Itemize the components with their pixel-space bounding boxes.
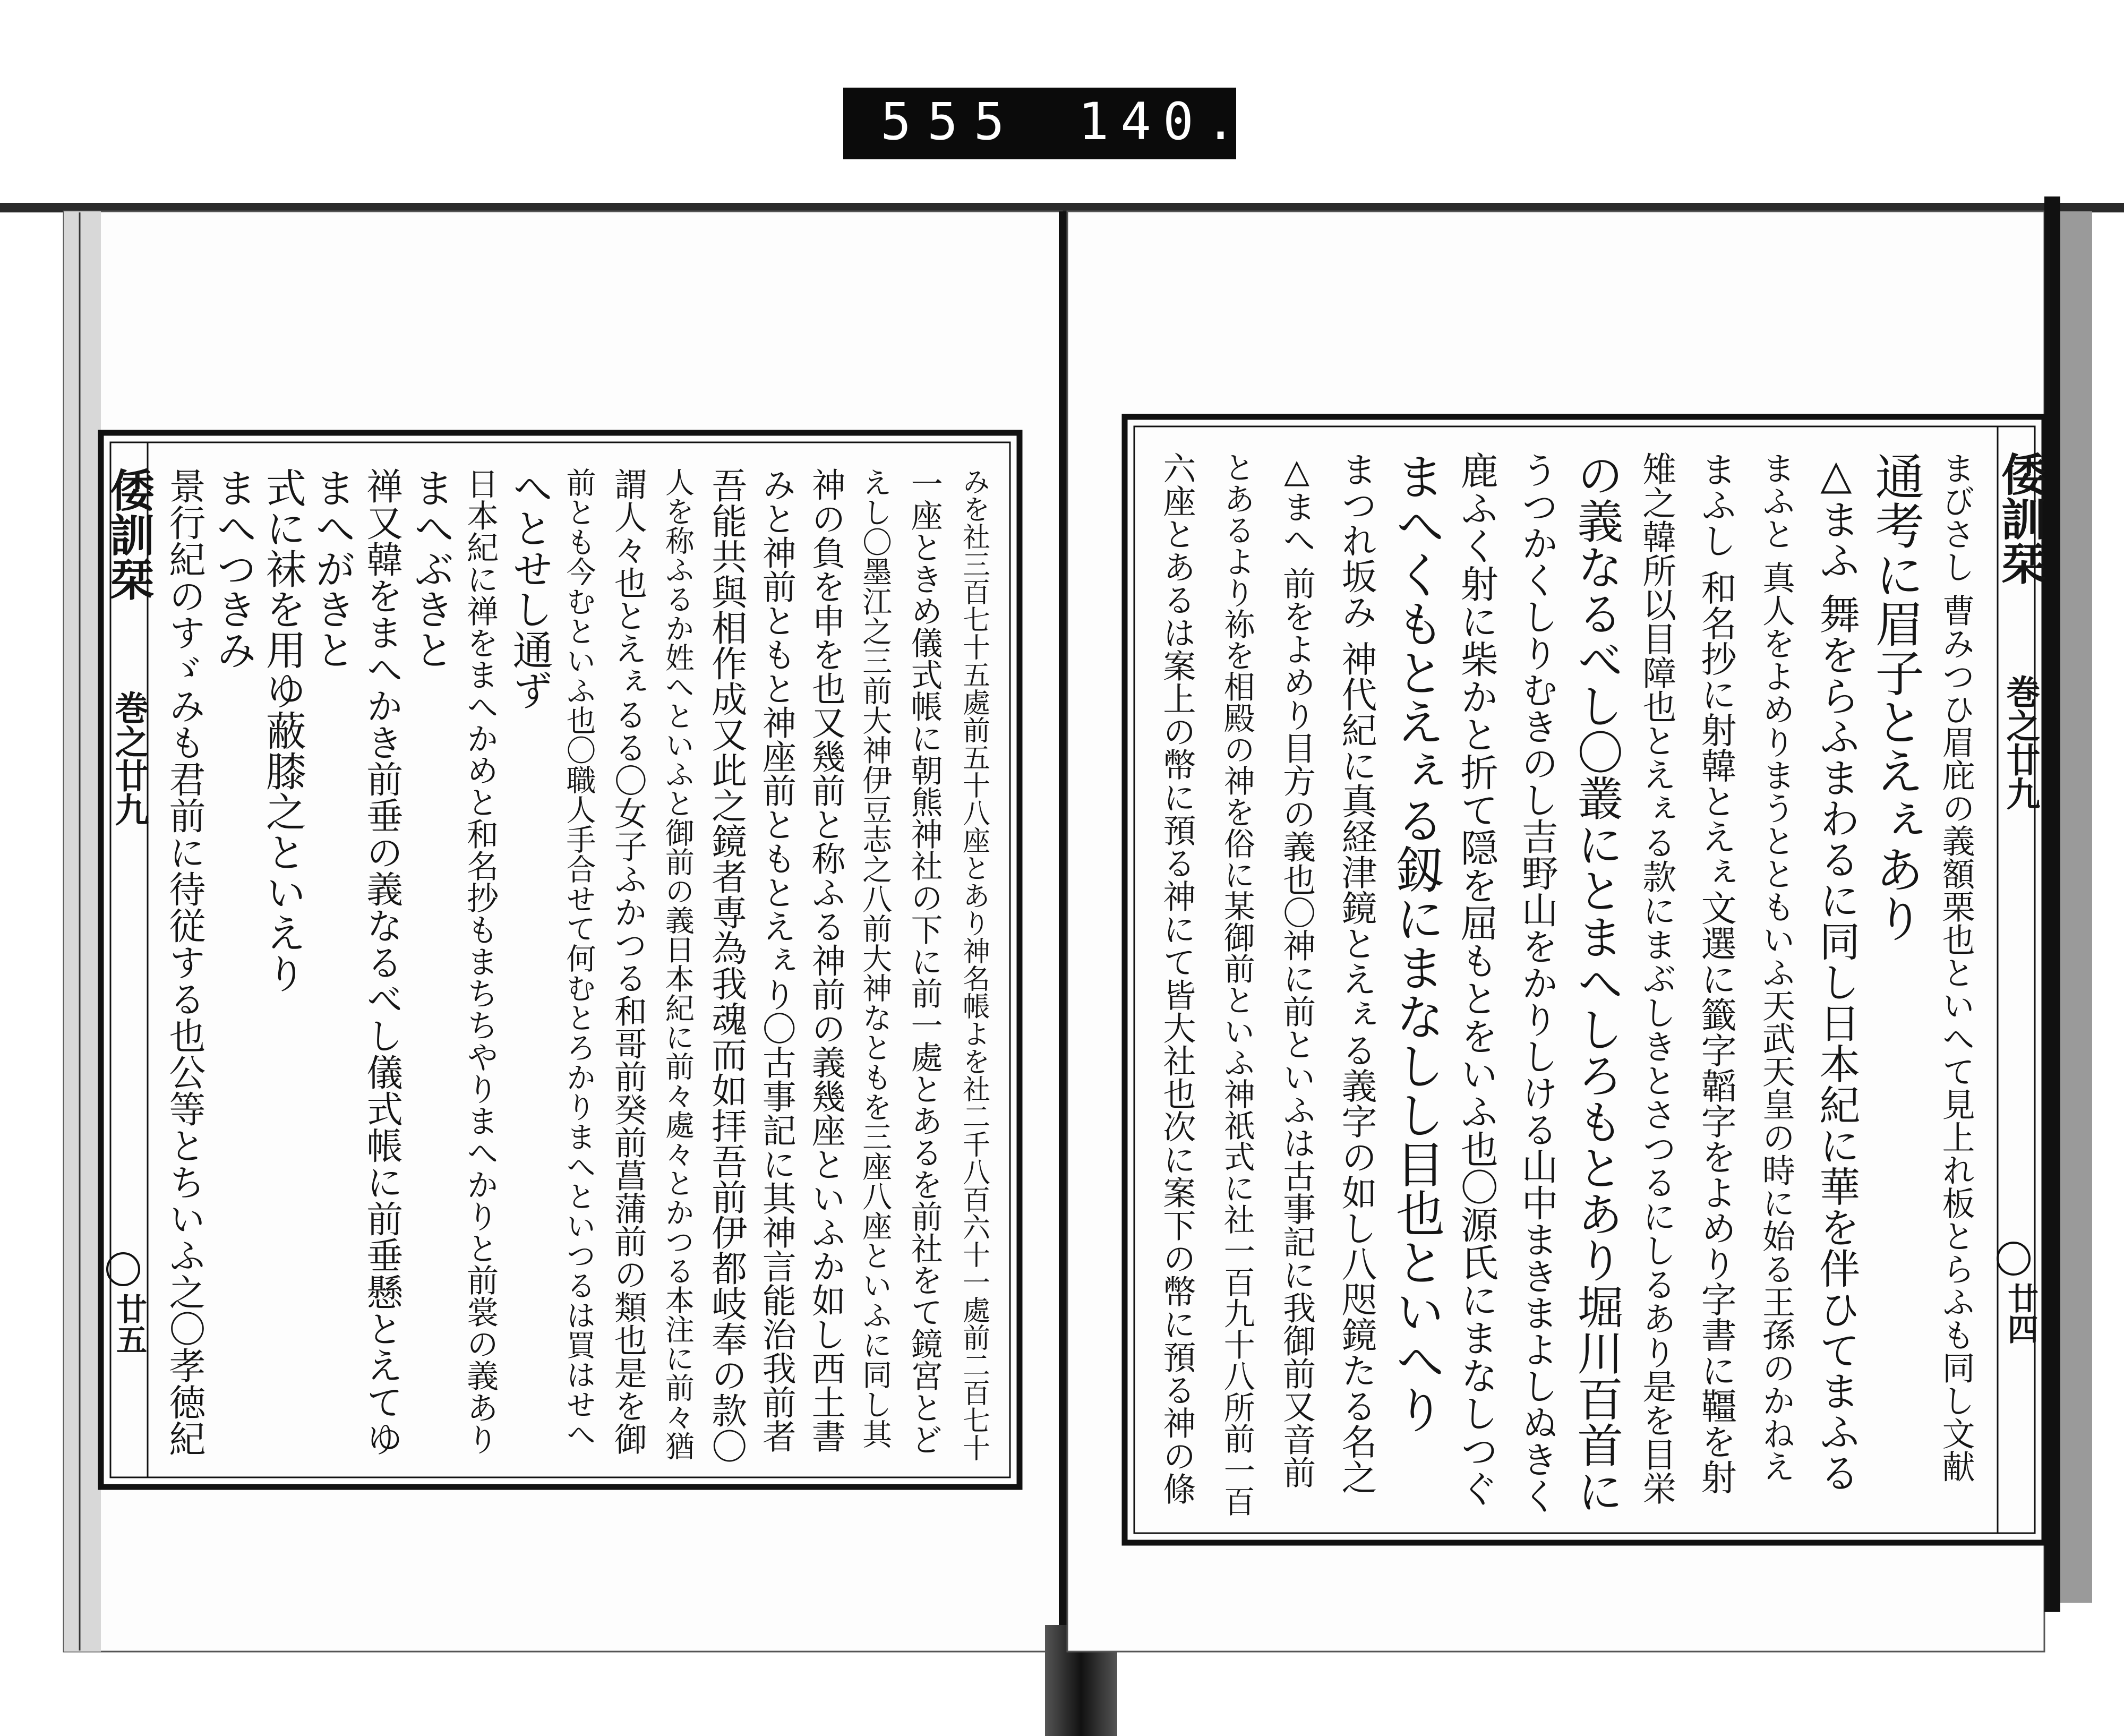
left-page-column-12: まへぶきと (407, 467, 455, 670)
right-page (1067, 196, 2092, 1652)
right-page-column-12: △まへ 前をよめり目方の義也〇神に前といふは古事記に我御前又音前 (1277, 451, 1316, 1489)
right-page-column-3: △まふ 舞をらふまわるに同し日本紀に華を伴ひてまふる (1812, 451, 1860, 1493)
scan-label (843, 88, 1248, 159)
left-page-column-6: 吾能共與相作成又此之鏡者専為我魂而如拝吾前伊都岐奉の款〇 (706, 467, 748, 1464)
right-page-column-5: まふし 和名抄に射韓とえぇ文選に籤字韜字をよめり字書に韁を射 (1695, 451, 1737, 1495)
right-page-column-6: 雉之韓所以目障也とえぇる款にまぶしきとさつるにしるあり是を目栄 (1637, 451, 1676, 1505)
scan-label-left-number: 555 (880, 92, 1021, 151)
left-page-column-4: 神の負を申を也又幾前と称ふる神前の義幾座といふか如し西土書 (806, 467, 845, 1453)
scan-label-right-number: 140. (1078, 92, 1248, 151)
right-page-column-14: 六座とあるは案上の幣に預る神にて皆大社也次に案下の幣に預る神の條 (1157, 451, 1196, 1505)
right-page-column-11: まつれ坂み 神代紀に真経津鏡とえぇる義字の如し八咫鏡たる名之 (1336, 451, 1377, 1495)
left-page-column-16: まへつきみ (209, 467, 257, 670)
right-page-column-8: うつかくしりむきのし吉野山をかりしける山中まきまよしぬきく (1515, 451, 1558, 1514)
left-page-column-2: 一座ときめ儀式帳に朝熊神社の下に前一處とあるを前社をて鏡宮とど (905, 467, 943, 1455)
left-page-column-9: 前とも今むといふ也〇職人手合せて何むとろかりまへといつるは買はせへ (561, 467, 596, 1449)
left-folio-number: 廿五 (111, 1293, 147, 1355)
right-page-column-7: の義なるべし〇叢にとまへしろもとあり堀川百首に (1569, 451, 1624, 1514)
right-page-column-10: まへくもとえぇる釼にまなしし目也といへり (1388, 451, 1445, 1434)
right-page-column-1: まびさし 曹みつひ眉庇の義額栗也といへて見上れ板とらふも同し文献 (1937, 451, 1976, 1483)
left-page-edge (64, 211, 101, 1652)
right-page-column-13: とあるより袮を相殿の神を俗に某御前といふ神祇式に社一百九十八所前一百 (1218, 451, 1255, 1517)
left-page-column-17: 景行紀のすゞみも君前に待従する也公等とちいふ之〇孝徳紀 (162, 467, 205, 1457)
left-page-column-8: 謂人々也とえぇるる〇女子ふかつる和哥前癸前菖蒲前の類也是を御 (609, 467, 648, 1455)
left-page-column-10: へとせし通ず (506, 467, 553, 711)
right-page-column-4: まふと 真人をよめりまうとともいふ天武天皇の時に始る王孫のかねえ (1757, 451, 1796, 1483)
right-page-column-2: 通考に眉子とえぇあり (1867, 451, 1925, 943)
left-page-column-7: 人を称ふるか姓へといふと御前の義日本紀に前々處々とかつる本注に前々猶 (660, 467, 695, 1460)
left-page-column-3: えし〇墨江之三前大神伊豆志之八前大神なともを三座八座といふに同し其 (858, 467, 893, 1449)
left-page-column-5: みと神前ともと神座前ともとえぇり〇古事記に其神言能治我前者 (756, 467, 796, 1453)
right-page-edge-strip (2060, 211, 2092, 1603)
left-page-column-14: まへがきと (308, 467, 356, 670)
right-spine-title: 倭訓栞 (1994, 451, 2047, 585)
right-folio-number: 廿四 (2002, 1282, 2039, 1344)
right-page-column-9: 鹿ふく射に柴かと折て隠を屈もとをいふ也〇源氏にまなしつぐ (1454, 451, 1499, 1507)
left-page-column-11: 日本紀に禅をまへかめと和名抄もまちちやりまへかりと前裳の義あり (461, 467, 499, 1455)
left-page-column-13: 禅又韓をまへかき前垂の義なるべし儀式帳に前垂懸とえてゆ (360, 467, 403, 1457)
left-page-column-15: 式に袜を用ゆ蔽膝之といえり (259, 467, 306, 994)
right-volume-label: 巻之廿九 (2000, 674, 2041, 810)
left-page (64, 211, 1062, 1652)
left-volume-label: 巻之廿九 (109, 690, 149, 826)
left-page-column-1: みを社三百七十五處前五十八座とあり神名帳よを社二千八百六十一處前二百七十 (957, 467, 990, 1461)
left-spine-title: 倭訓栞 (102, 467, 156, 601)
